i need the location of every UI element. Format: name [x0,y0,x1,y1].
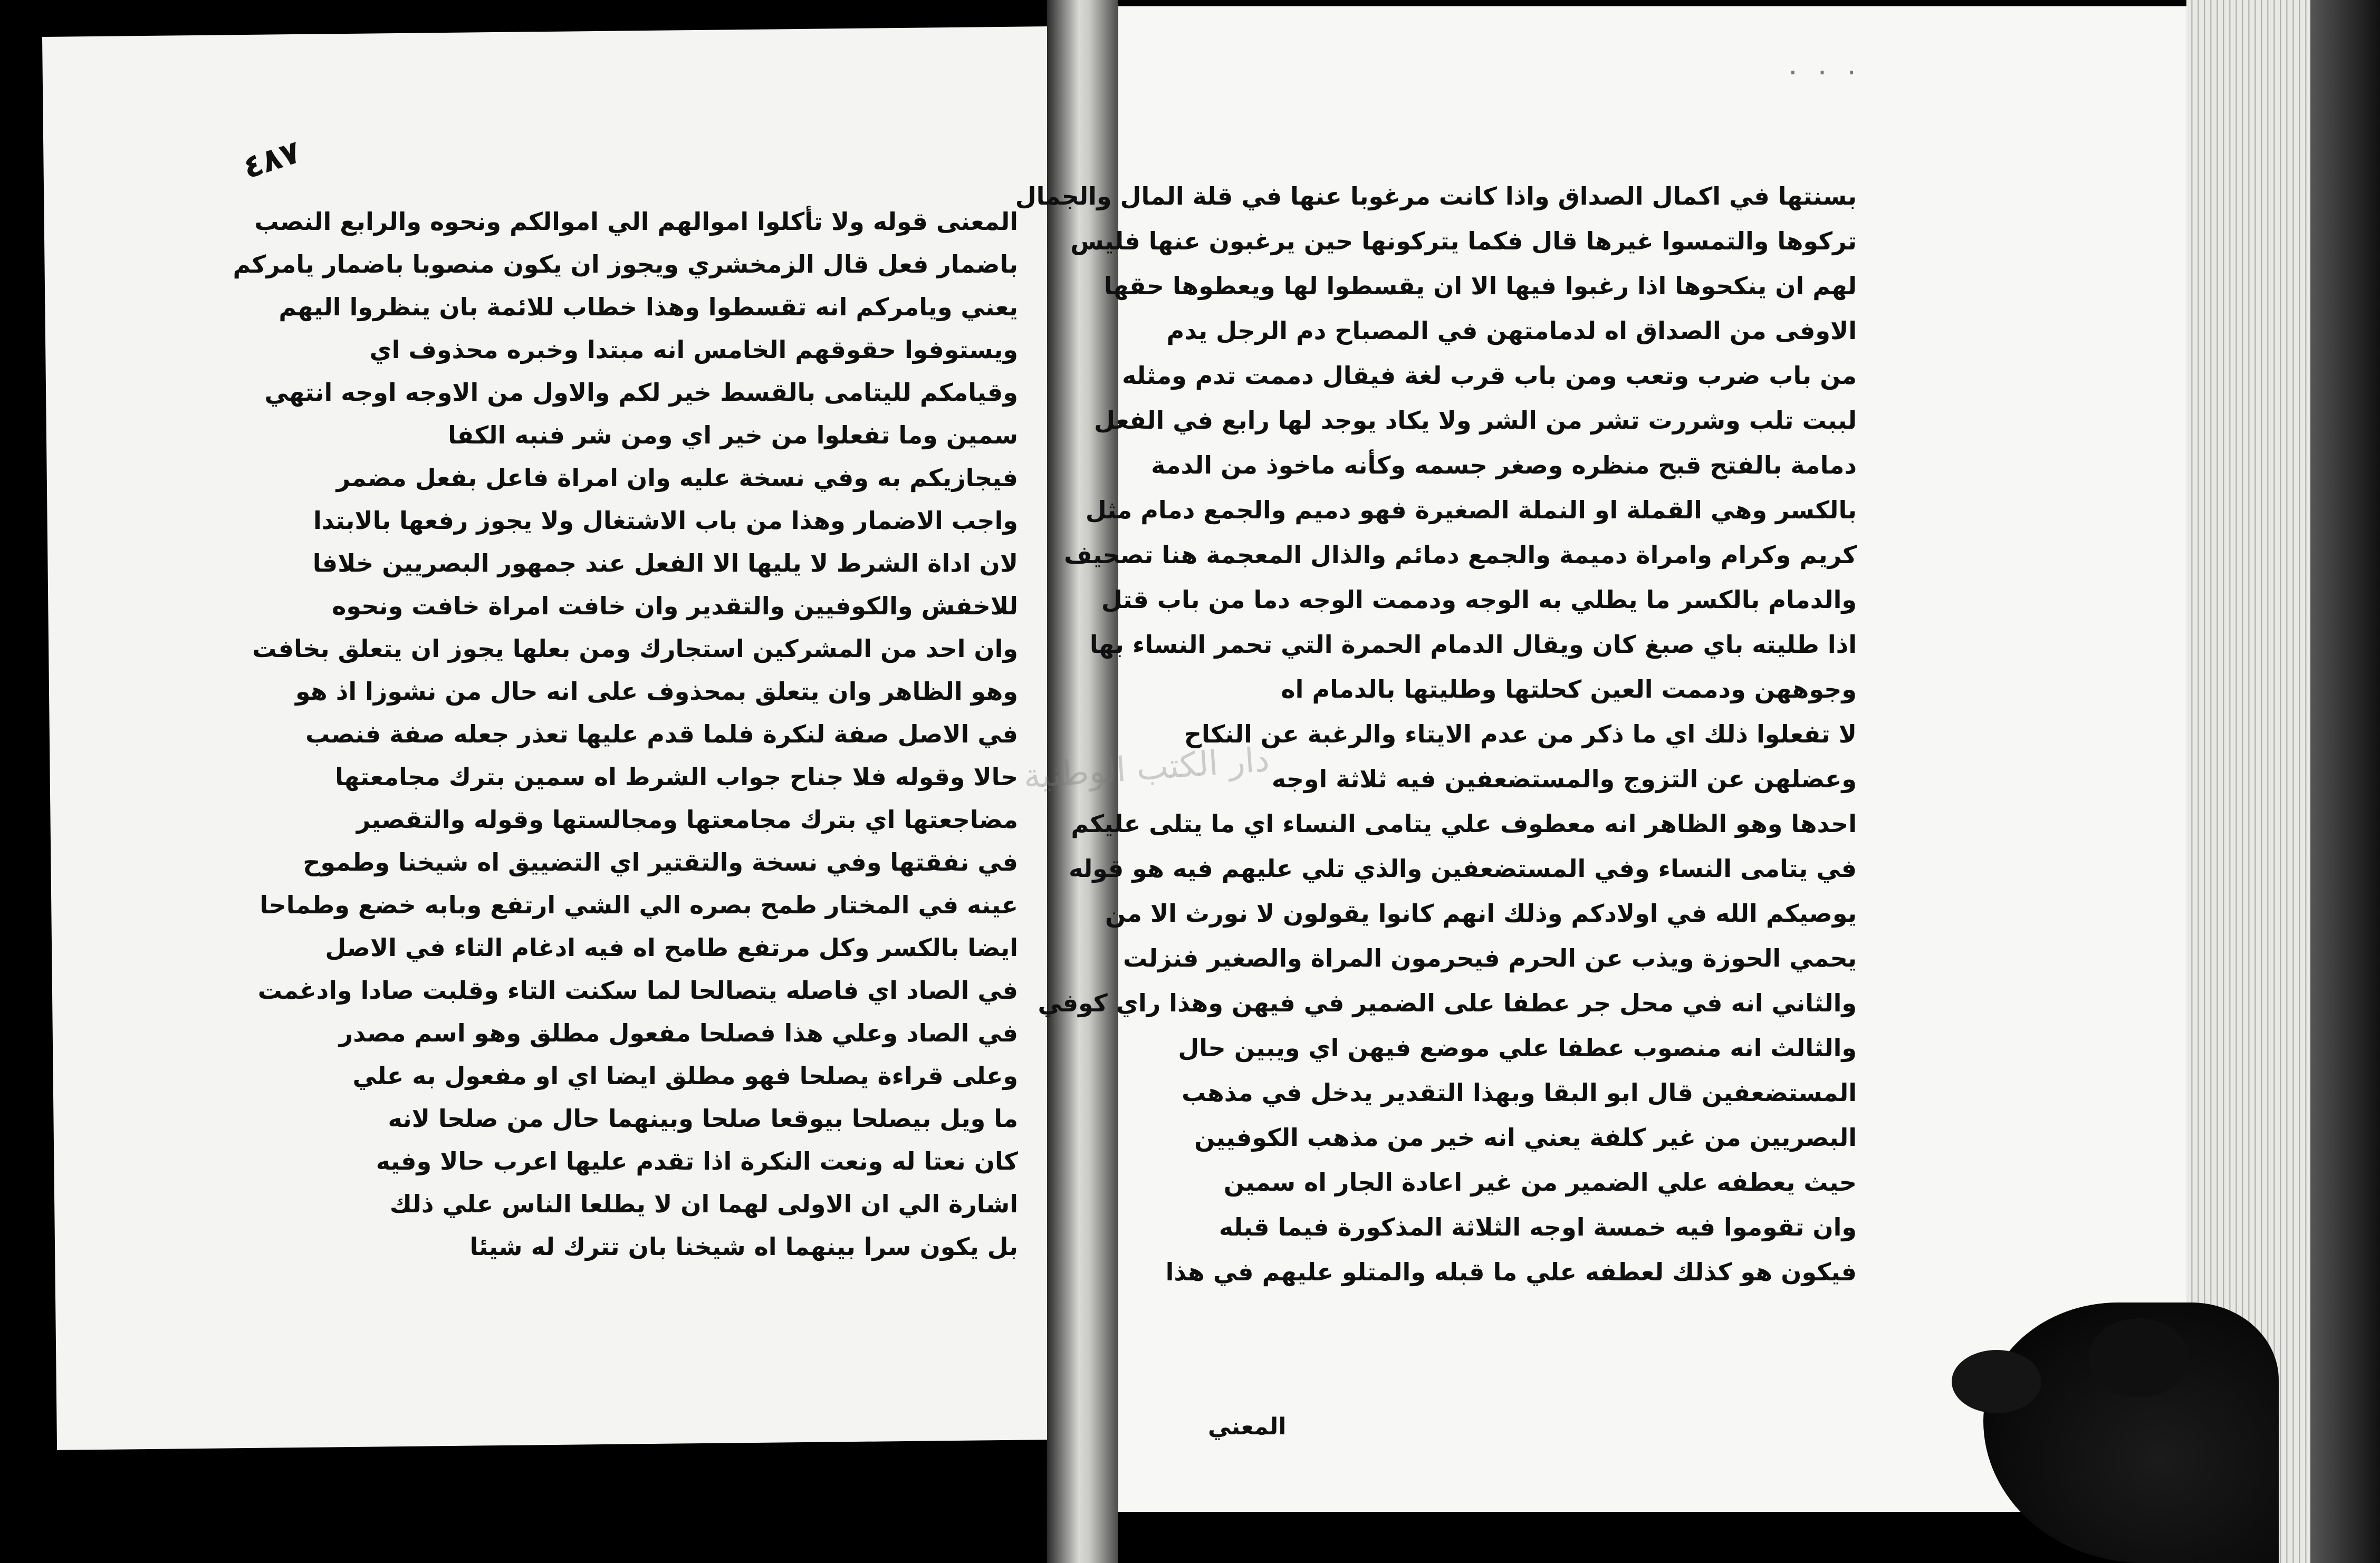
text-line: في الصاد وعلي هذا فصلحا مفعول مطلق وهو اسم مصدر [339,1019,1018,1047]
text-line: والثاني انه في محل جر عطفا على الضمير في فيهن وهذا راي كوفي [1038,989,1857,1017]
text-line: لا تفعلوا ذلك اي ما ذكر من عدم الايتاء والرغبة عن النكاح [1184,720,1857,748]
right-page-text [1015,174,1857,1295]
text-line: اشارة الي ان الاولى لهما ان لا يطلعا الناس علي ذلك [389,1190,1018,1218]
text-line: دمامة بالفتح قبح منظره وصغر جسمه وكأنه ماخوذ من الدمة [1151,451,1857,479]
text-line: المستضعفين قال ابو البقا وبهذا التقدير يدخل في مذهب [1182,1078,1857,1107]
text-line: وجوههن ودممت العين كحلتها وطليتها بالدمام اه [1281,675,1857,703]
text-line: عينه في المختار طمح بصره الي الشي ارتفع وبابه خضع وطماحا [260,891,1018,919]
text-line: في نفقتها وفي نسخة والتقتير اي التضييق اه شيخنا وطموح [303,848,1018,876]
text-line: لان اداة الشرط لا يليها الا الفعل عند جمهور البصريين خلافا [312,549,1018,577]
text-line: وعلى قراءة يصلحا فهو مطلق ايضا اي او مفعول به علي [352,1062,1018,1090]
text-line: تركوها والتمسوا غيرها قال فكما يتركونها حين يرغبون عنها فليس [1070,227,1857,255]
text-line: بل يكون سرا بينهما اه شيخنا بان تترك له شيئا [469,1232,1018,1261]
text-line: والثالث انه منصوب عطفا علي موضع فيهن اي ويبين حال [1178,1034,1857,1062]
text-line: وهو الظاهر وان يتعلق بمحذوف على انه حال من نشوزا اذ هو [295,677,1018,706]
text-line: في يتامى النساء وفي المستضعفين والذي تلي عليهم فيه هو قوله [1069,854,1857,883]
text-line: المعنى قوله ولا تأكلوا اموالهم الي اموالكم ونحوه والرابع النصب [254,207,1018,236]
text-line: يحمي الحوزة ويذب عن الحرم فيحرمون المراة والصغير فنزلت [1122,944,1857,972]
text-line: والدمام بالكسر ما يطلي به الوجه ودممت الوجه دما من باب قتل [1101,585,1857,614]
text-line: فيجازيكم به وفي نسخة عليه وان امراة فاعل بفعل مضمر [336,464,1018,492]
text-line: فيكون هو كذلك لعطفه علي ما قبله والمتلو عليهم في هذا [1165,1258,1857,1286]
text-line: احدها وهو الظاهر انه معطوف علي يتامى النساء اي ما يتلى عليكم [1071,809,1857,838]
text-line: للاخفش والكوفيين والتقدير وان خافت امراة خافت ونحوه [332,592,1018,620]
catchword: المعني [1208,1413,1287,1440]
text-line: وعضلهن عن التزوج والمستضعفين فيه ثلاثة اوجه [1271,765,1857,793]
text-line: البصريين من غير كلفة يعني انه خير من مذهب الكوفيين [1194,1123,1857,1152]
text-line: ما ويل بيصلحا بيوقعا صلحا وبينهما حال من صلحا لانه [388,1104,1018,1133]
left-page-text [233,200,1018,1268]
text-line: كان نعتا له ونعت النكرة اذا تقدم عليها اعرب حالا وفيه [376,1147,1018,1175]
text-line: في الاصل صفة لنكرة فلما قدم عليها تعذر جعله صفة فنصب [305,720,1018,748]
library-watermark: دار الكتب الوطنية [1022,740,1271,797]
text-line: وان تقوموا فيه خمسة اوجه الثلاثة المذكورة فيما قبله [1218,1213,1857,1241]
text-line: باضمار فعل قال الزمخشري ويجوز ان يكون منصوبا باضمار يامركم [233,250,1018,278]
text-line: وقيامكم لليتامى بالقسط خير لكم والاول من الاوجه اوجه انتهي [264,378,1018,407]
text-line: لهم ان ينكحوها اذا رغبوا فيها الا ان يقسطوا لها ويعطوها حقها [1104,272,1857,300]
text-line: من باب ضرب وتعب ومن باب قرب لغة فيقال دممت تدم ومثله [1122,361,1857,390]
corner-marks: . . . [1788,47,1862,82]
text-line: اذا طليته باي صبغ كان ويقال الدمام الحمرة التي تحمر النساء بها [1089,630,1857,659]
text-line: واجب الاضمار وهذا من باب الاشتغال ولا يجوز رفعها بالابتدا [313,506,1018,535]
text-line: بالكسر وهي القملة او النملة الصغيرة فهو دميم والجمع دمام مثل [1085,496,1857,524]
text-line: حالا وقوله فلا جناح جواب الشرط اه سمين بترك مجامعتها [335,763,1018,791]
text-line: كريم وكرام وامراة دميمة والجمع دمائم والذال المعجمة هنا تصحيف [1064,541,1857,569]
text-line: لببت تلب وشررت تشر من الشر ولا يكاد يوجد لها رابع في الفعل [1094,406,1857,435]
background-edge [2310,0,2380,1563]
text-line: في الصاد اي فاصله يتصالحا لما سكنت التاء وقلبت صادا وادغمت [257,976,1018,1005]
text-line: بسنتها في اكمال الصداق واذا كانت مرغوبا عنها في قلة المال والجمال [1015,182,1857,210]
text-line: ايضا بالكسر وكل مرتفع طامح اه فيه ادغام التاء في الاصل [325,933,1018,962]
text-line: حيث يعطفه علي الضمير من غير اعادة الجار اه سمين [1223,1168,1857,1197]
text-line: سمين وما تفعلوا من خير اي ومن شر فنبه الكفا [448,421,1018,449]
finger-silhouette [2089,1318,2189,1397]
text-line: يوصيكم الله في اولادكم وذلك انهم كانوا يقولون لا نورث الا من [1105,899,1857,928]
folio-number: ٤٨٧ [238,133,305,187]
finger-silhouette [1952,1350,2041,1413]
text-line: ويستوفوا حقوقهم الخامس انه مبتدا وخبره محذوف اي [369,335,1018,364]
text-line: الاوفى من الصداق اه لدمامتهن في المصباح دم الرجل يدم [1166,316,1857,345]
text-line: يعني ويامركم انه تقسطوا وهذا خطاب للائمة بان ينظروا اليهم [279,293,1018,321]
text-line: وان احد من المشركين استجارك ومن بعلها يجوز ان يتعلق بخافت [252,634,1018,663]
text-line: مضاجعتها اي بترك مجامعتها ومجالستها وقوله والتقصير [356,805,1018,834]
